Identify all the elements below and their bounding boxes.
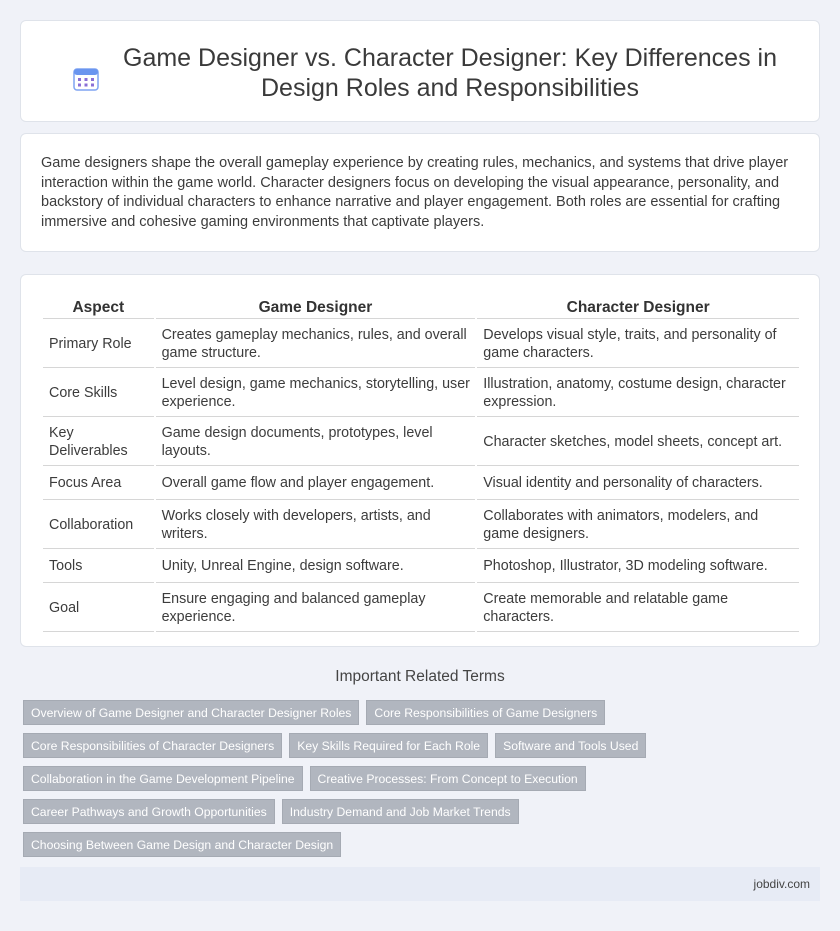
related-term-tag[interactable]: Key Skills Required for Each Role [289,733,488,758]
aspect-cell: Primary Role [43,321,154,368]
game-designer-cell: Ensure engaging and balanced gameplay experience. [156,585,476,632]
table-row [43,321,799,368]
header-aspect: Aspect [43,297,154,319]
character-designer-cell: Visual identity and personality of characters. [477,468,799,500]
character-designer-cell: Create memorable and relatable game characters. [477,585,799,632]
character-designer-cell: Collaborates with animators, modelers, and game designers. [477,502,799,549]
related-term-tag[interactable]: Software and Tools Used [495,733,646,758]
game-designer-cell: Unity, Unreal Engine, design software. [156,551,476,583]
header-card [20,20,820,122]
comparison-table [41,295,801,634]
header-character-designer: Character Designer [477,297,799,319]
footer-site-link[interactable]: jobdiv.com [753,877,810,891]
comparison-card [20,274,820,647]
game-designer-cell: Works closely with developers, artists, and writers. [156,502,476,549]
aspect-cell: Tools [43,551,154,583]
table-header-row [43,297,799,319]
aspect-cell: Key Deliverables [43,419,154,466]
game-designer-cell: Level design, game mechanics, storytelling, user experience. [156,370,476,417]
table-row [43,419,799,466]
related-term-tag[interactable]: Collaboration in the Game Development Pipeline [23,766,303,791]
footer [20,867,820,901]
related-term-tag[interactable]: Core Responsibilities of Game Designers [366,700,605,725]
related-term-tag[interactable]: Creative Processes: From Concept to Execution [310,766,586,791]
header-game-designer: Game Designer [156,297,476,319]
intro-paragraph: Game designers shape the overall gameplay experience by creating rules, mechanics, and systems that drive player interaction within the game world. Character designers focus on developing the visual appearance, personality, and backstory of individual characters to enhance narrative and player engagement. Both roles are essential for crafting immersive and cohesive gaming environments that captivate players. [41,155,789,230]
table-row [43,502,799,549]
related-term-tag[interactable]: Industry Demand and Job Market Trends [282,799,519,824]
related-term-tag[interactable]: Overview of Game Designer and Character Designer Roles [23,700,359,725]
intro-card [20,133,820,252]
related-terms-title: Important Related Terms [335,668,505,685]
related-term-tag[interactable]: Career Pathways and Growth Opportunities [23,799,275,824]
table-row [43,585,799,632]
game-designer-cell: Overall game flow and player engagement. [156,468,476,500]
related-term-tag[interactable]: Core Responsibilities of Character Designers [23,733,282,758]
related-term-tag[interactable]: Choosing Between Game Design and Character Design [23,832,341,857]
table-row [43,468,799,500]
character-designer-cell: Develops visual style, traits, and personality of game characters. [477,321,799,368]
character-designer-cell: Photoshop, Illustrator, 3D modeling software. [477,551,799,583]
character-designer-cell: Illustration, anatomy, costume design, character expression. [477,370,799,417]
aspect-cell: Collaboration [43,502,154,549]
table-row [43,370,799,417]
table-row [43,551,799,583]
aspect-cell: Core Skills [43,370,154,417]
game-designer-cell: Game design documents, prototypes, level layouts. [156,419,476,466]
related-terms-list [23,700,823,857]
aspect-cell: Focus Area [43,468,154,500]
game-designer-cell: Creates gameplay mechanics, rules, and overall game structure. [156,321,476,368]
character-designer-cell: Character sketches, model sheets, concept art. [477,419,799,466]
aspect-cell: Goal [43,585,154,632]
page-title: Game Designer vs. Character Designer: Key Differences in Design Roles and Responsibilities [123,44,777,102]
